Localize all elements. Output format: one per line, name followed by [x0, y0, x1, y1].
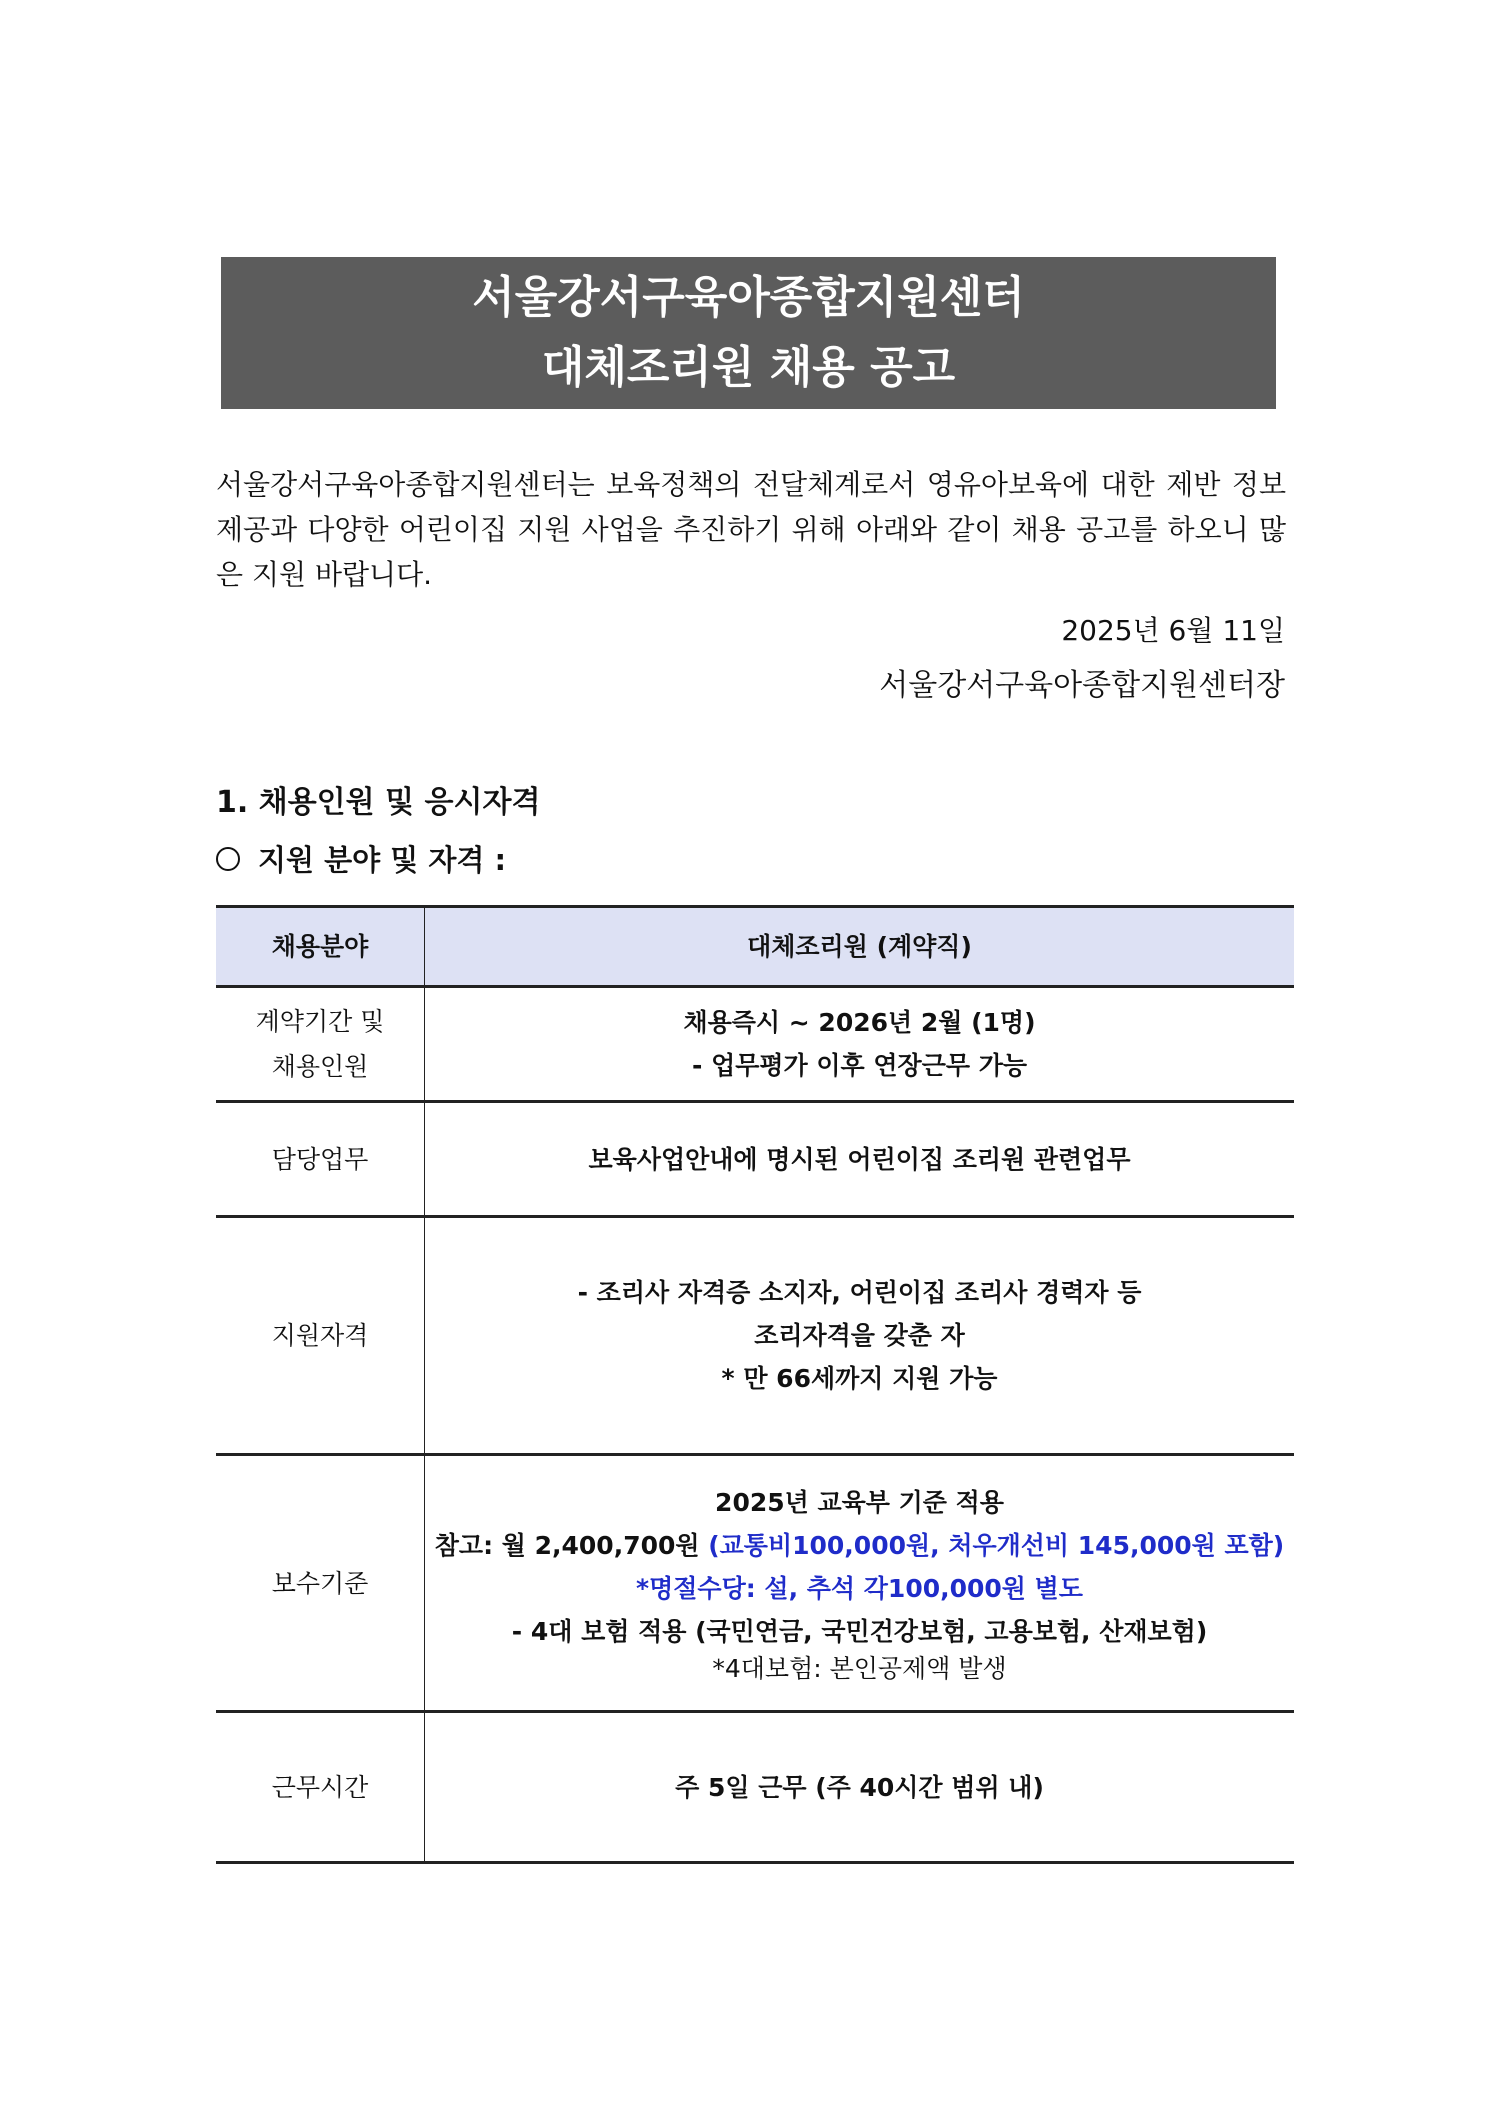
row-label-hours: 근무시간	[216, 1712, 425, 1863]
salary-line-2	[425, 1524, 1294, 1567]
announcement-signer: 서울강서구육아종합지원센터장	[879, 668, 1285, 703]
sub-heading	[216, 838, 506, 883]
row-label-contract-line1: 계약기간 및	[255, 1007, 385, 1036]
title-line-2: 대체조리원 채용 공고	[541, 342, 956, 393]
row-value-hours: 주 5일 근무 (주 40시간 범위 내)	[425, 1712, 1295, 1863]
table-row-salary	[216, 1455, 1294, 1712]
row-label-contract	[216, 987, 425, 1102]
header-label-cell: 채용분야	[216, 907, 425, 987]
row-label-contract-line2: 채용인원	[271, 1052, 369, 1081]
table-row-hours	[216, 1712, 1294, 1863]
salary-amount: 참고: 월 2,400,700원	[434, 1531, 709, 1560]
row-label-duty: 담당업무	[216, 1102, 425, 1217]
insurance-note: *4대보험: 본인공제액 발생	[712, 1654, 1007, 1683]
qualification-line-3: * 만 66세까지 지원 가능	[721, 1364, 998, 1393]
row-value-qualification	[425, 1217, 1295, 1455]
qualification-line-2: 조리자격을 갖춘 자	[754, 1321, 965, 1350]
recruitment-table	[216, 905, 1294, 1864]
title-line-1: 서울강서구육아종합지원센터	[472, 272, 1025, 323]
table-row-duty	[216, 1102, 1294, 1217]
section-heading-1: 1. 채용인원 및 응시자격	[216, 785, 541, 820]
holiday-allowance: *명절수당: 설, 추석 각100,000원 별도	[636, 1574, 1083, 1603]
insurance-line: - 4대 보험 적용 (국민연금, 국민건강보험, 고용보험, 산재보험)	[511, 1617, 1208, 1646]
title-banner	[221, 257, 1276, 409]
salary-breakdown: (교통비100,000원, 처우개선비 145,000원 포함)	[708, 1531, 1285, 1560]
row-value-salary	[425, 1455, 1295, 1712]
announcement-date: 2025년 6월 11일	[1061, 614, 1285, 647]
contract-extension: - 업무평가 이후 연장근무 가능	[692, 1051, 1027, 1080]
intro-paragraph: 서울강서구육아종합지원센터는 보육정책의 전달체계로서 영유아보육에 대한 제반 정보 제공과 다양한 어린이집 지원 사업을 추진하기 위해 아래와 같이 채용 공고를 하오니 많은 지원 바랍니다.	[216, 468, 1286, 591]
table-row-qualification	[216, 1217, 1294, 1455]
qualification-line-1: - 조리사 자격증 소지자, 어린이집 조리사 경력자 등	[577, 1278, 1142, 1307]
row-value-duty: 보육사업안내에 명시된 어린이집 조리원 관련업무	[425, 1102, 1295, 1217]
table-header-row	[216, 907, 1294, 987]
row-label-salary: 보수기준	[216, 1455, 425, 1712]
header-value-cell: 대체조리원 (계약직)	[425, 907, 1295, 987]
contract-period: 채용즉시 ~ 2026년 2월 (1명)	[683, 1008, 1036, 1037]
sub-heading-text: 지원 분야 및 자격 :	[258, 843, 507, 877]
salary-line-1: 2025년 교육부 기준 적용	[715, 1488, 1004, 1517]
table-row-contract	[216, 987, 1294, 1102]
circle-bullet-icon	[216, 847, 240, 871]
row-label-qualification: 지원자격	[216, 1217, 425, 1455]
row-value-contract	[425, 987, 1295, 1102]
